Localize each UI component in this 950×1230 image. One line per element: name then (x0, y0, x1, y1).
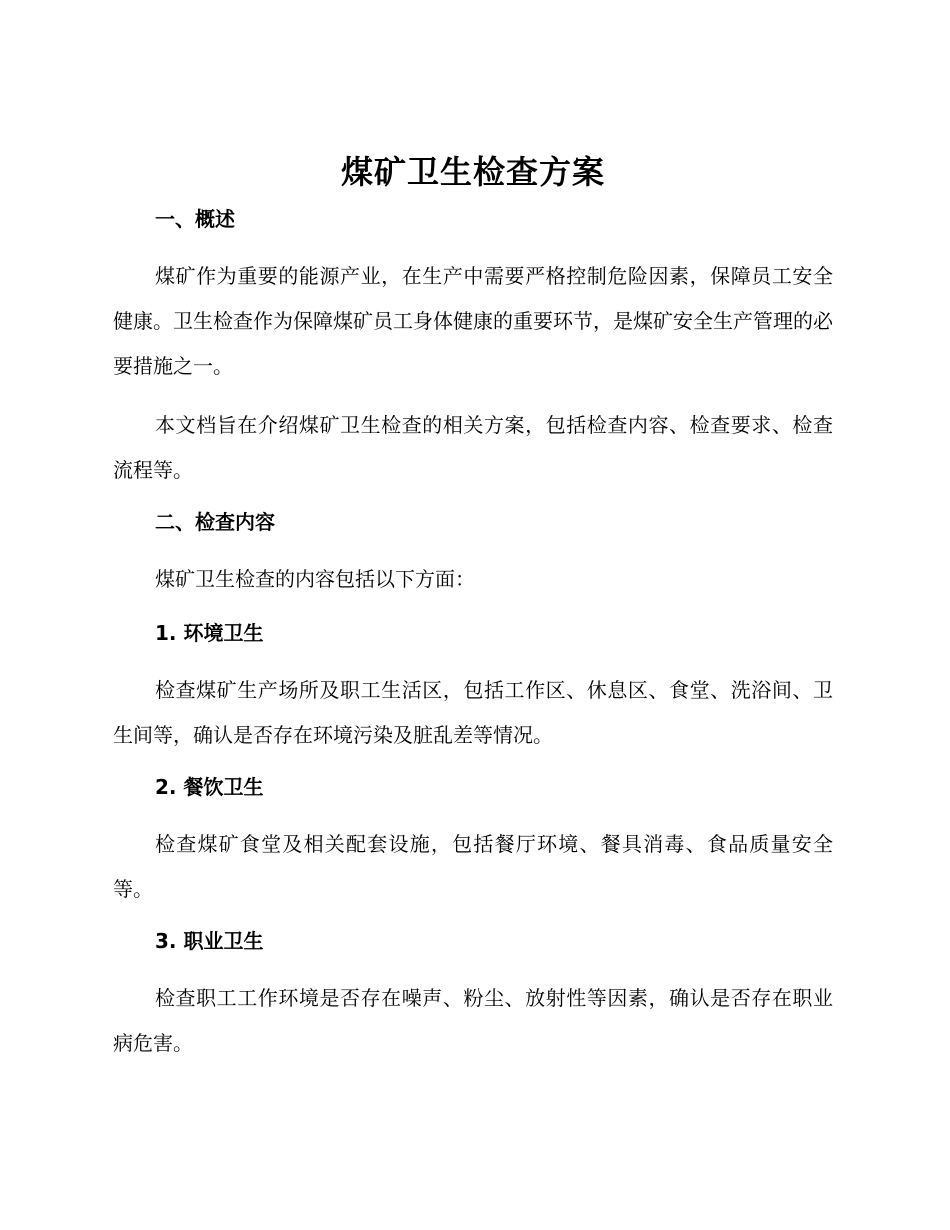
paragraph: 检查职工工作环境是否存在噪声、粉尘、放射性等因素，确认是否存在职业病危害。 (113, 986, 833, 1055)
section-heading-overview: 一、概述 (155, 207, 235, 231)
subsection-heading-catering: 2. 餐饮卫生 (155, 775, 264, 799)
document-body (113, 150, 833, 1080)
paragraph: 检查煤矿生产场所及职工生活区，包括工作区、休息区、食堂、洗浴间、卫生间等，确认是否存在环境污染及脏乱差等情况。 (113, 678, 833, 747)
section-heading-inspection-content: 二、检查内容 (155, 510, 275, 534)
paragraph: 检查煤矿食堂及相关配套设施，包括餐厅环境、餐具消毒、食品质量安全等。 (113, 832, 833, 901)
paragraph: 本文档旨在介绍煤矿卫生检查的相关方案，包括检查内容、检查要求、检查流程等。 (113, 413, 833, 482)
paragraph: 煤矿卫生检查的内容包括以下方面： (155, 567, 475, 591)
document-title: 煤矿卫生检查方案 (340, 153, 605, 191)
paragraph: 煤矿作为重要的能源产业，在生产中需要严格控制危险因素，保障员工安全健康。卫生检查作为保障煤矿员工身体健康的重要环节，是煤矿安全生产管理的必要措施之一。 (113, 264, 833, 378)
subsection-heading-occupational: 3. 职业卫生 (155, 929, 264, 953)
subsection-heading-environment: 1. 环境卫生 (155, 621, 264, 645)
